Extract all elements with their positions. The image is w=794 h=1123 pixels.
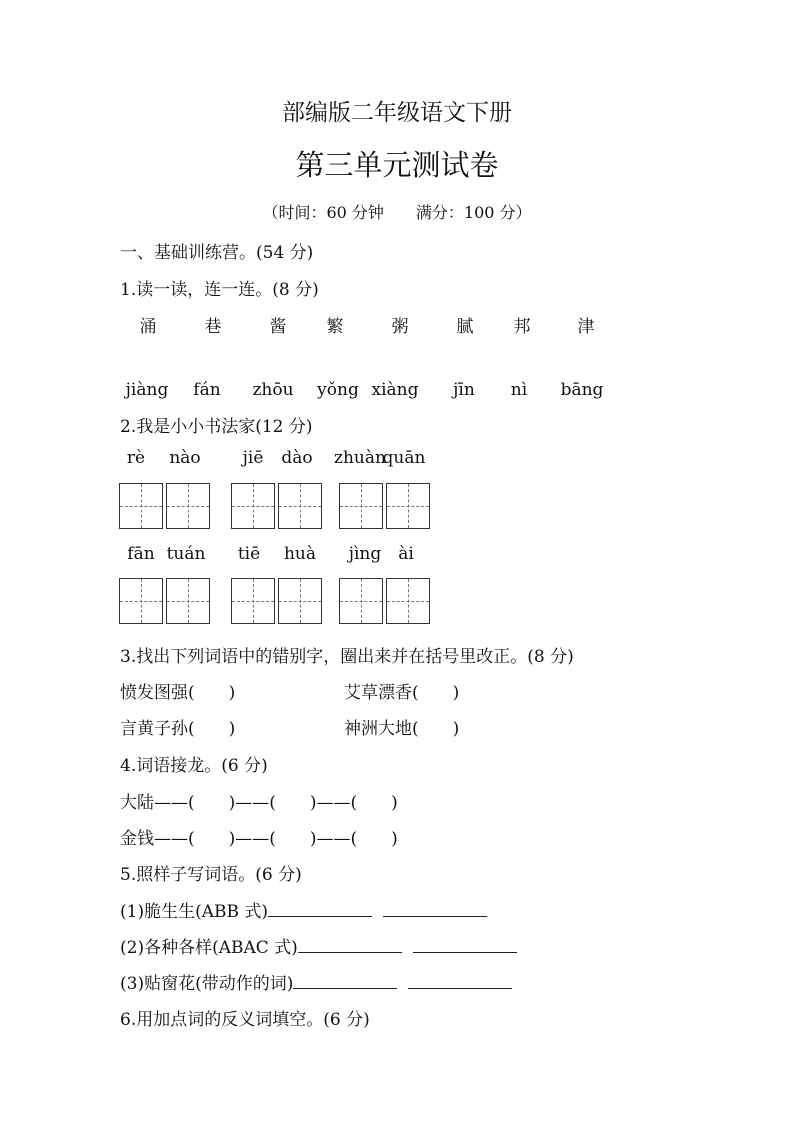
writing-grid-box[interactable]: [339, 483, 383, 529]
q3-item: 艾草漂香( ): [344, 683, 460, 703]
writing-grid-box[interactable]: [231, 578, 275, 624]
q5-item: [120, 969, 512, 994]
time-score-info: （时间：60 分钟 满分：100 分）: [262, 203, 532, 222]
q1-char: 涌: [139, 317, 157, 337]
q2-pinyin: ài: [398, 544, 414, 564]
question-6-title: 6.用加点词的反义词填空。(6 分): [120, 1010, 370, 1030]
document-subtitle: 第三单元测试卷: [295, 148, 499, 182]
q2-pinyin: jiē: [242, 448, 264, 468]
q1-pinyin: yǒng: [317, 380, 359, 400]
q1-char: 巷: [204, 317, 222, 337]
answer-blank[interactable]: [408, 974, 512, 989]
q3-item: 愤发图强( ): [120, 683, 236, 703]
q1-pinyin: jīn: [453, 380, 475, 400]
answer-blank[interactable]: [268, 902, 372, 917]
q2-pinyin: quān: [382, 448, 426, 468]
q2-pinyin: tiē: [237, 544, 261, 564]
q1-pinyin: xiàng: [371, 380, 419, 400]
q1-pinyin: zhōu: [252, 380, 294, 400]
q1-char: 津: [577, 317, 595, 337]
question-4-title: 4.词语接龙。(6 分): [120, 756, 268, 776]
question-1-title: 1.读一读，连一连。(8 分): [120, 280, 319, 300]
q1-pinyin: fán: [193, 380, 221, 400]
q3-item: 神洲大地( ): [344, 719, 460, 739]
q5-item-label: (2)各种各样(ABAC 式): [120, 938, 298, 958]
answer-blank[interactable]: [413, 938, 517, 953]
writing-grid-box[interactable]: [119, 483, 163, 529]
q5-item: [120, 897, 487, 922]
writing-grid-box[interactable]: [339, 578, 383, 624]
document-title: 部编版二年级语文下册: [282, 100, 512, 126]
q1-char: 邦: [513, 317, 531, 337]
q2-pinyin: dào: [281, 448, 313, 468]
writing-grid-box[interactable]: [119, 578, 163, 624]
writing-grid-box[interactable]: [231, 483, 275, 529]
q2-pinyin: rè: [126, 448, 146, 468]
q1-char: 腻: [456, 317, 474, 337]
q1-pinyin: bāng: [560, 380, 604, 400]
q2-pinyin: tuán: [166, 544, 206, 564]
question-5-title: 5.照样子写词语。(6 分): [120, 865, 302, 885]
writing-grid-box[interactable]: [166, 578, 210, 624]
q2-pinyin: huà: [283, 544, 317, 564]
q1-pinyin: jiàng: [125, 380, 169, 400]
writing-grid-box[interactable]: [386, 578, 430, 624]
question-2-title: 2.我是小小书法家(12 分): [120, 417, 313, 437]
q3-item: 言黄子孙( ): [120, 719, 236, 739]
q2-pinyin: jìng: [348, 544, 382, 564]
q2-pinyin: zhuàn: [334, 448, 386, 468]
q5-item-label: (1)脆生生(ABB 式): [120, 902, 269, 922]
answer-blank[interactable]: [383, 902, 487, 917]
q1-char: 粥: [391, 317, 409, 337]
section-1-title: 一、基础训练营。(54 分): [120, 243, 314, 263]
q4-chain-line: 金钱——( )——( )——( ): [120, 829, 398, 849]
writing-grid-box[interactable]: [386, 483, 430, 529]
q1-char: 繁: [326, 317, 344, 337]
q2-pinyin: fān: [127, 544, 155, 564]
question-3-title: 3.找出下列词语中的错别字，圈出来并在括号里改正。(8 分): [120, 647, 574, 667]
writing-grid-box[interactable]: [166, 483, 210, 529]
q5-item-label: (3)贴窗花(带动作的词): [120, 974, 294, 994]
writing-grid-box[interactable]: [278, 483, 322, 529]
q5-item: [120, 933, 517, 958]
writing-grid-box[interactable]: [278, 578, 322, 624]
q1-char: 酱: [269, 317, 287, 337]
answer-blank[interactable]: [298, 938, 402, 953]
q1-pinyin: nì: [510, 380, 528, 400]
q4-chain-line: 大陆——( )——( )——( ): [120, 793, 398, 813]
answer-blank[interactable]: [293, 974, 397, 989]
q2-pinyin: nào: [169, 448, 201, 468]
